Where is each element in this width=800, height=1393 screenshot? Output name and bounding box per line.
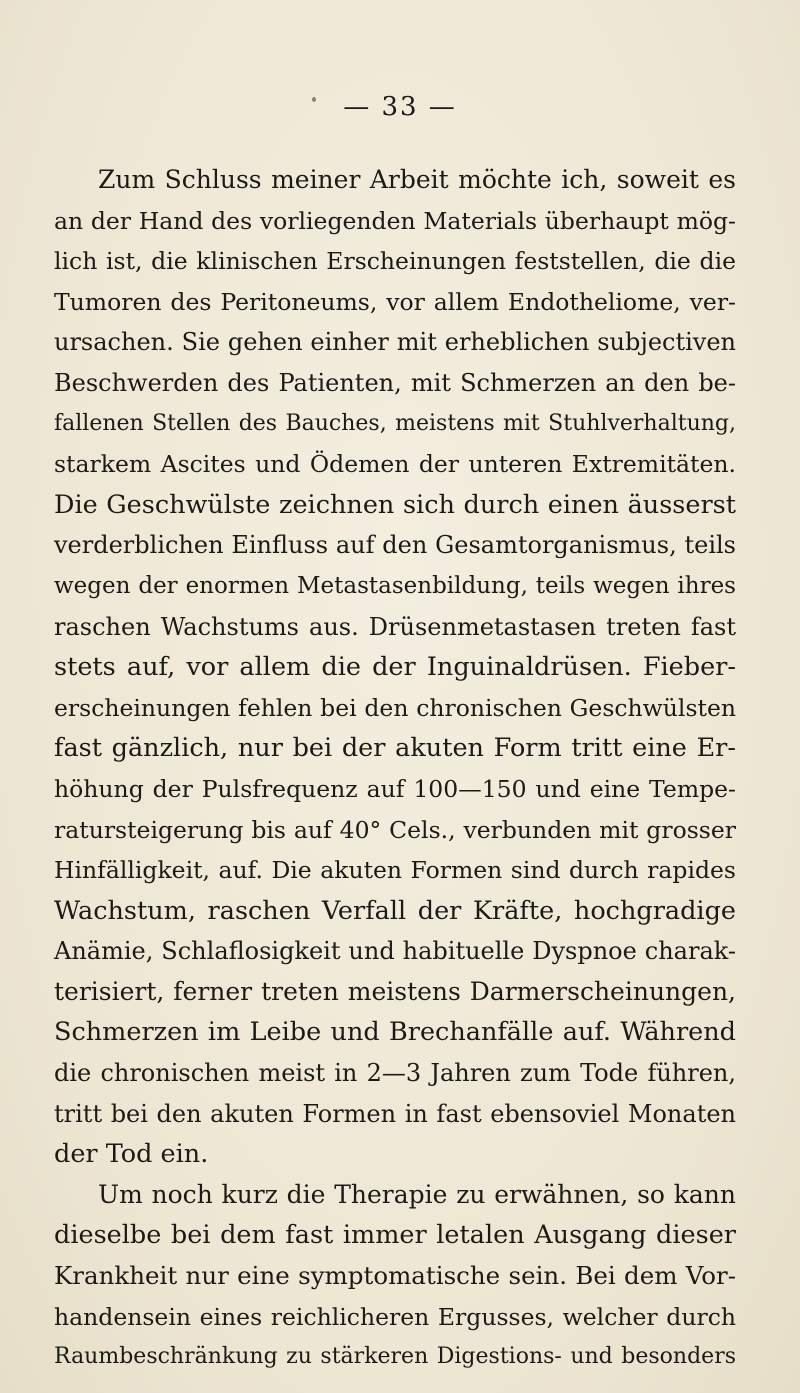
text-line: ratursteigerung bis auf 40° Cels., verbunden mit grosser bbox=[54, 815, 736, 844]
text-line: der Tod ein. bbox=[54, 1139, 209, 1170]
text-line: dieselbe bei dem fast immer letalen Ausgang dieser bbox=[54, 1220, 736, 1251]
text-line: an der Hand des vorliegenden Materials überhaupt mög- bbox=[54, 206, 736, 235]
text-line: handensein eines reichlicheren Ergusses, welcher durch bbox=[54, 1302, 736, 1331]
body-text bbox=[54, 160, 736, 1378]
text-line: Anämie, Schlaflosigkeit und habituelle Dyspnoe charak- bbox=[54, 937, 736, 966]
text-line: stets auf, vor allem die der Inguinaldrüsen. Fieber- bbox=[54, 652, 736, 683]
text-line: erscheinungen fehlen bei den chronischen Geschwülsten bbox=[54, 693, 736, 722]
text-line: die chronischen meist in 2—3 Jahren zum Tode führen, bbox=[54, 1059, 736, 1088]
text-line: raschen Wachstums aus. Drüsenmetastasen treten fast bbox=[54, 612, 736, 641]
page-number: — 33 — bbox=[343, 92, 457, 122]
text-line: Beschwerden des Patienten, mit Schmerzen an den be- bbox=[54, 368, 736, 397]
text-line: starkem Ascites und Ödemen der unteren Extremitäten. bbox=[54, 450, 736, 479]
text-line: Um noch kurz die Therapie zu erwähnen, so kann bbox=[98, 1179, 736, 1209]
text-line: tritt bei den akuten Formen in fast ebensoviel Monaten bbox=[54, 1099, 736, 1128]
text-line: Schmerzen im Leibe und Brechanfälle auf. Während bbox=[54, 1017, 736, 1048]
text-line: fast gänzlich, nur bei der akuten Form tritt eine Er- bbox=[54, 733, 736, 764]
text-line: Krankheit nur eine symptomatische sein. Bei dem Vor- bbox=[54, 1261, 736, 1291]
text-line: ursachen. Sie gehen einher mit erheblichen subjectiven bbox=[54, 328, 736, 357]
text-line: verderblichen Einfluss auf den Gesamtorganismus, teils bbox=[54, 531, 736, 560]
text-line: wegen der enormen Metastasenbildung, teils wegen ihres bbox=[54, 572, 736, 599]
text-line: Zum Schluss meiner Arbeit möchte ich, soweit es bbox=[98, 165, 736, 194]
text-line: lich ist, die klinischen Erscheinungen feststellen, die die bbox=[54, 247, 736, 276]
text-line: Die Geschwülste zeichnen sich durch einen äusserst bbox=[54, 489, 736, 520]
text-line: höhung der Pulsfrequenz auf 100—150 und eine Tempe- bbox=[54, 774, 736, 803]
text-line: Raumbeschränkung zu stärkeren Digestions- und besonders bbox=[54, 1344, 736, 1370]
text-line: Hinfälligkeit, auf. Die akuten Formen sind durch rapides bbox=[54, 856, 736, 885]
text-line: Wachstum, raschen Verfall der Kräfte, hochgradige bbox=[54, 895, 736, 926]
text-line: terisiert, ferner treten meistens Darmerscheinungen, bbox=[54, 976, 736, 1006]
text-line: Tumoren des Peritoneums, vor allem Endotheliome, ver- bbox=[54, 287, 736, 316]
text-line: fallenen Stellen des Bauches, meistens mit Stuhlverhaltung, bbox=[54, 410, 736, 436]
